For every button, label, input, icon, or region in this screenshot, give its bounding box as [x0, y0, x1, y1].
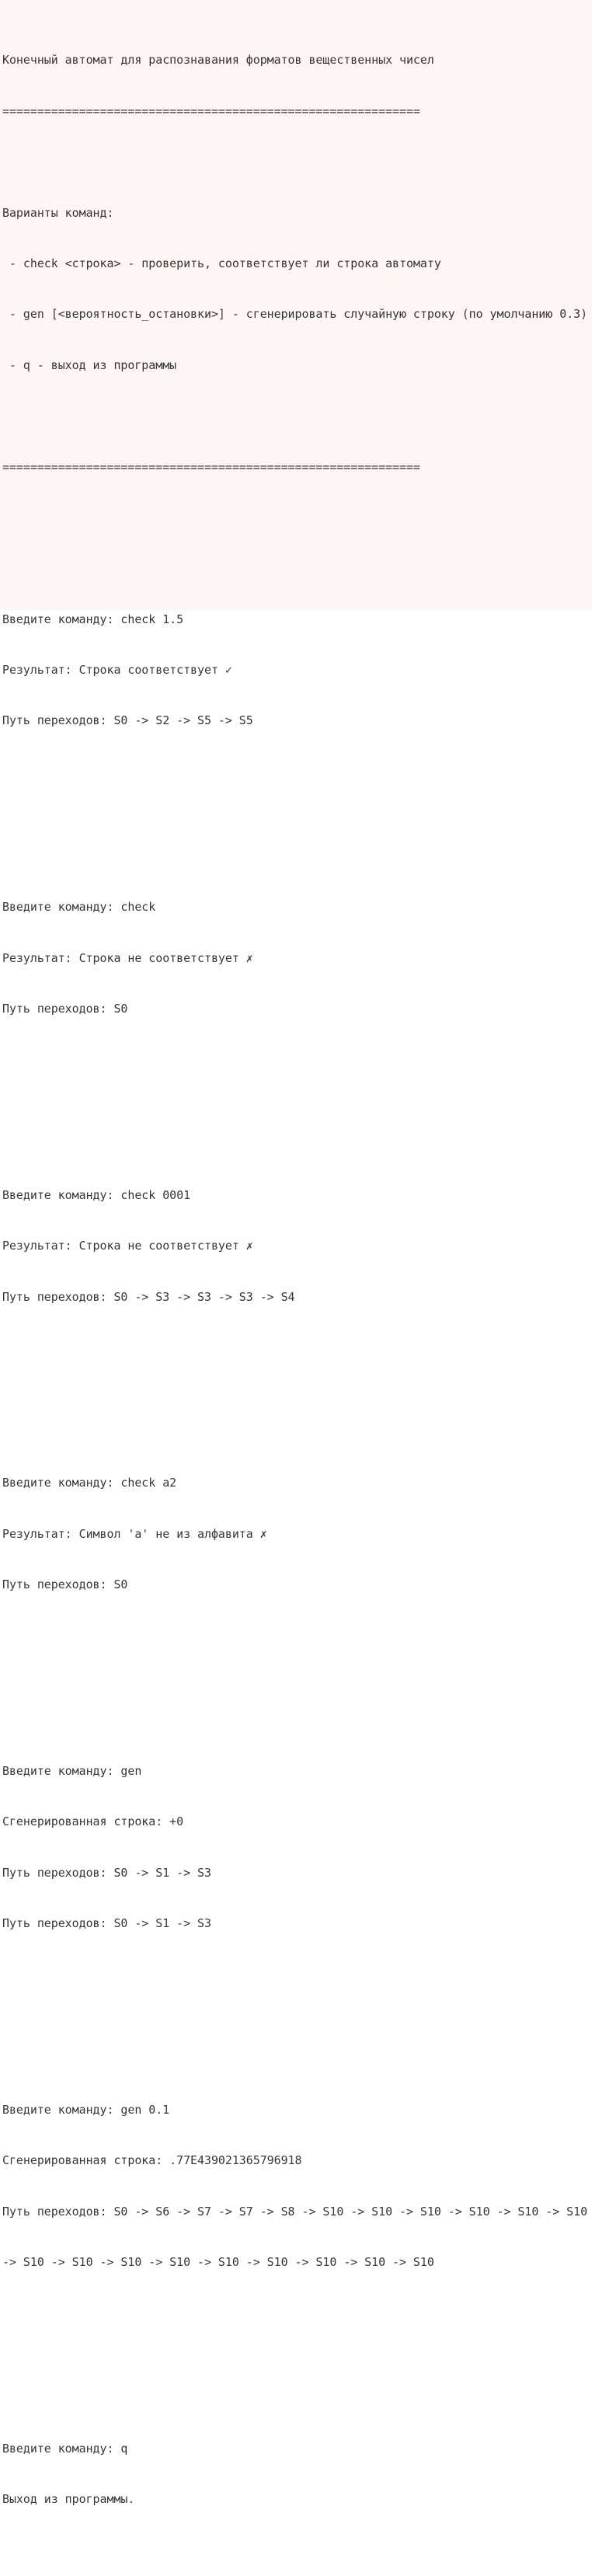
- prompt-line: Введите команду: check: [2, 900, 156, 915]
- session-check-0001: [2, 1153, 592, 1390]
- blank-line: [2, 1340, 592, 1357]
- result-line: Результат: Строка не соответствует ✗: [2, 1239, 253, 1253]
- path-line: Путь переходов: S0: [2, 1577, 128, 1592]
- menu-heading: Варианты команд:: [2, 205, 114, 220]
- menu-item-check: - check <строка> - проверить, соответствует ли строка автомату: [2, 256, 441, 270]
- path-line: Путь переходов: S0 -> S1 -> S3: [2, 1865, 211, 1880]
- app-title: Конечный автомат для распознавания форматов вещественных чисел: [2, 53, 434, 68]
- session-check-1-5: [2, 577, 592, 814]
- result-line: Результат: Строка соответствует ✓: [2, 663, 232, 678]
- prompt-line: Введите команду: gen 0.1: [2, 2102, 170, 2117]
- blank-line: [2, 1966, 592, 1983]
- blank-line: [2, 2305, 592, 2322]
- path-wrap-line: -> S10 -> S10 -> S10 -> S10 -> S10 -> S10 -> S10 -> S10 -> S10: [2, 2254, 434, 2269]
- menu-item-gen: - gen [<вероятность_остановки>] - сгенерировать случайную строку (по умолчанию 0.3): [2, 307, 588, 322]
- result-line: Результат: Строка не соответствует ✗: [2, 950, 253, 965]
- command-menu: [2, 171, 592, 408]
- blank-line: [2, 1628, 592, 1645]
- separator-bottom: ============================================================: [2, 459, 420, 474]
- generated-string-line: Сгенерированная строка: +0: [2, 1814, 184, 1829]
- blank-line: [2, 1051, 592, 1068]
- path-line: Путь переходов: S0 -> S6 -> S7 -> S7 -> S8 -> S10 -> S10 -> S10 -> S10 -> S10 -> S10: [2, 2204, 588, 2219]
- blank-line: [2, 764, 592, 781]
- path-line: Путь переходов: S0 -> S2 -> S5 -> S5: [2, 713, 253, 728]
- session-check-empty: [2, 866, 592, 1103]
- path-line: Путь переходов: S0 -> S1 -> S3: [2, 1916, 211, 1931]
- path-line: Путь переходов: S0: [2, 1002, 128, 1016]
- prompt-line: Введите команду: q: [2, 2441, 128, 2456]
- menu-item-quit: - q - выход из программы: [2, 357, 177, 372]
- path-line: Путь переходов: S0 -> S3 -> S3 -> S3 -> S4: [2, 1289, 295, 1304]
- session-check-a2: [2, 1441, 592, 1678]
- prompt-line: Введите команду: check 1.5: [2, 612, 184, 626]
- session-quit: [2, 2407, 592, 2542]
- generated-string-line: Сгенерированная строка: .77E439021365796918: [2, 2153, 302, 2168]
- prompt-line: Введите команду: check a2: [2, 1476, 177, 1490]
- prompt-line: Введите команду: gen: [2, 1763, 142, 1778]
- prompt-line: Введите команду: check 0001: [2, 1187, 191, 1202]
- separator-top: ============================================================: [2, 103, 420, 118]
- exit-message: Выход из программы.: [2, 2492, 135, 2507]
- session-gen-0-1: [2, 2068, 592, 2356]
- blank-line: [2, 510, 592, 527]
- session-gen: [2, 1729, 592, 2017]
- result-line: Результат: Символ 'a' не из алфавита ✗: [2, 1526, 267, 1541]
